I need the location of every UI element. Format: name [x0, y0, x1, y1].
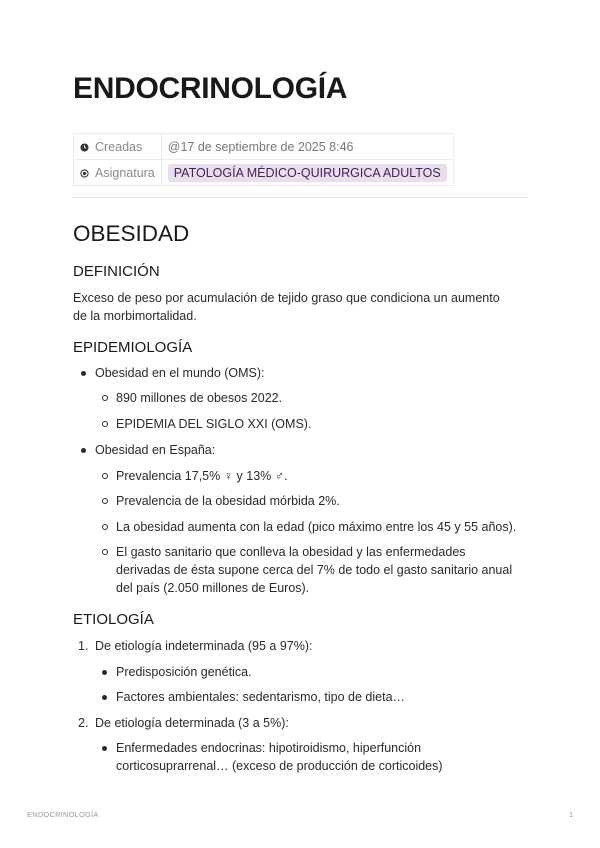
divider	[73, 197, 528, 198]
select-icon	[80, 169, 89, 178]
etiology-heading: ETIOLOGÍA	[73, 611, 154, 628]
footer-document-name: ENDOCRINOLOGÍA	[27, 810, 99, 819]
list-item-continuation: del país (2.050 millones de Euros).	[116, 581, 310, 595]
property-key-subject: Asignatura	[74, 160, 162, 186]
clock-icon	[80, 143, 89, 152]
item-number: 2.	[78, 716, 89, 730]
list-item: Factores ambientales: sedentarismo, tipo de dieta…	[116, 690, 406, 704]
list-item: EPIDEMIA DEL SIGLO XXI (OMS).	[116, 417, 312, 431]
list-item: Prevalencia 17,5% ♀ y 13% ♂.	[116, 469, 288, 483]
list-item: Obesidad en España:	[95, 443, 216, 457]
item-number: 1.	[78, 639, 89, 653]
property-row-subject	[74, 160, 454, 186]
definition-line-2: de la morbimortalidad.	[73, 309, 197, 323]
page-title: ENDOCRINOLOGÍA	[73, 72, 348, 105]
list-item-continuation: corticosuprarrenal… (exceso de producción de corticoides)	[116, 759, 443, 773]
list-item: La obesidad aumenta con la edad (pico máximo entre los 45 y 55 años).	[116, 520, 517, 534]
list-item: El gasto sanitario que conlleva la obesidad y las enfermedades	[116, 545, 466, 559]
definition-line-1: Exceso de peso por acumulación de tejido graso que condiciona un aumento	[73, 291, 500, 305]
definition-heading: DEFINICIÓN	[73, 263, 160, 280]
list-item: Prevalencia de la obesidad mórbida 2%.	[116, 494, 340, 508]
section-title: OBESIDAD	[73, 221, 190, 246]
properties-table	[73, 133, 454, 186]
footer-page-number: 1	[569, 810, 574, 819]
numbered-item	[78, 637, 313, 655]
property-row-created	[74, 134, 454, 160]
list-item-continuation: derivadas de ésta supone cerca del 7% de todo el gasto sanitario anual	[116, 563, 513, 577]
numbered-item	[78, 714, 289, 732]
item-text: De etiología indeterminada (95 a 97%):	[95, 639, 313, 653]
property-value-created[interactable]: @17 de septiembre de 2025 8:46	[161, 134, 453, 160]
epidemiology-heading: EPIDEMIOLOGÍA	[73, 339, 193, 356]
list-item: Predisposición genética.	[116, 665, 252, 679]
property-value-subject[interactable]	[161, 160, 453, 186]
list-item: Obesidad en el mundo (OMS):	[95, 366, 265, 380]
list-item: Enfermedades endocrinas: hipotiroidismo, hiperfunción	[116, 741, 422, 755]
list-item: 890 millones de obesos 2022.	[116, 391, 283, 405]
subject-tag[interactable]: PATOLOGÍA MÉDICO-QUIRURGICA ADULTOS	[168, 164, 447, 182]
property-key-created: Creadas	[74, 134, 162, 160]
item-text: De etiología determinada (3 a 5%):	[95, 716, 289, 730]
